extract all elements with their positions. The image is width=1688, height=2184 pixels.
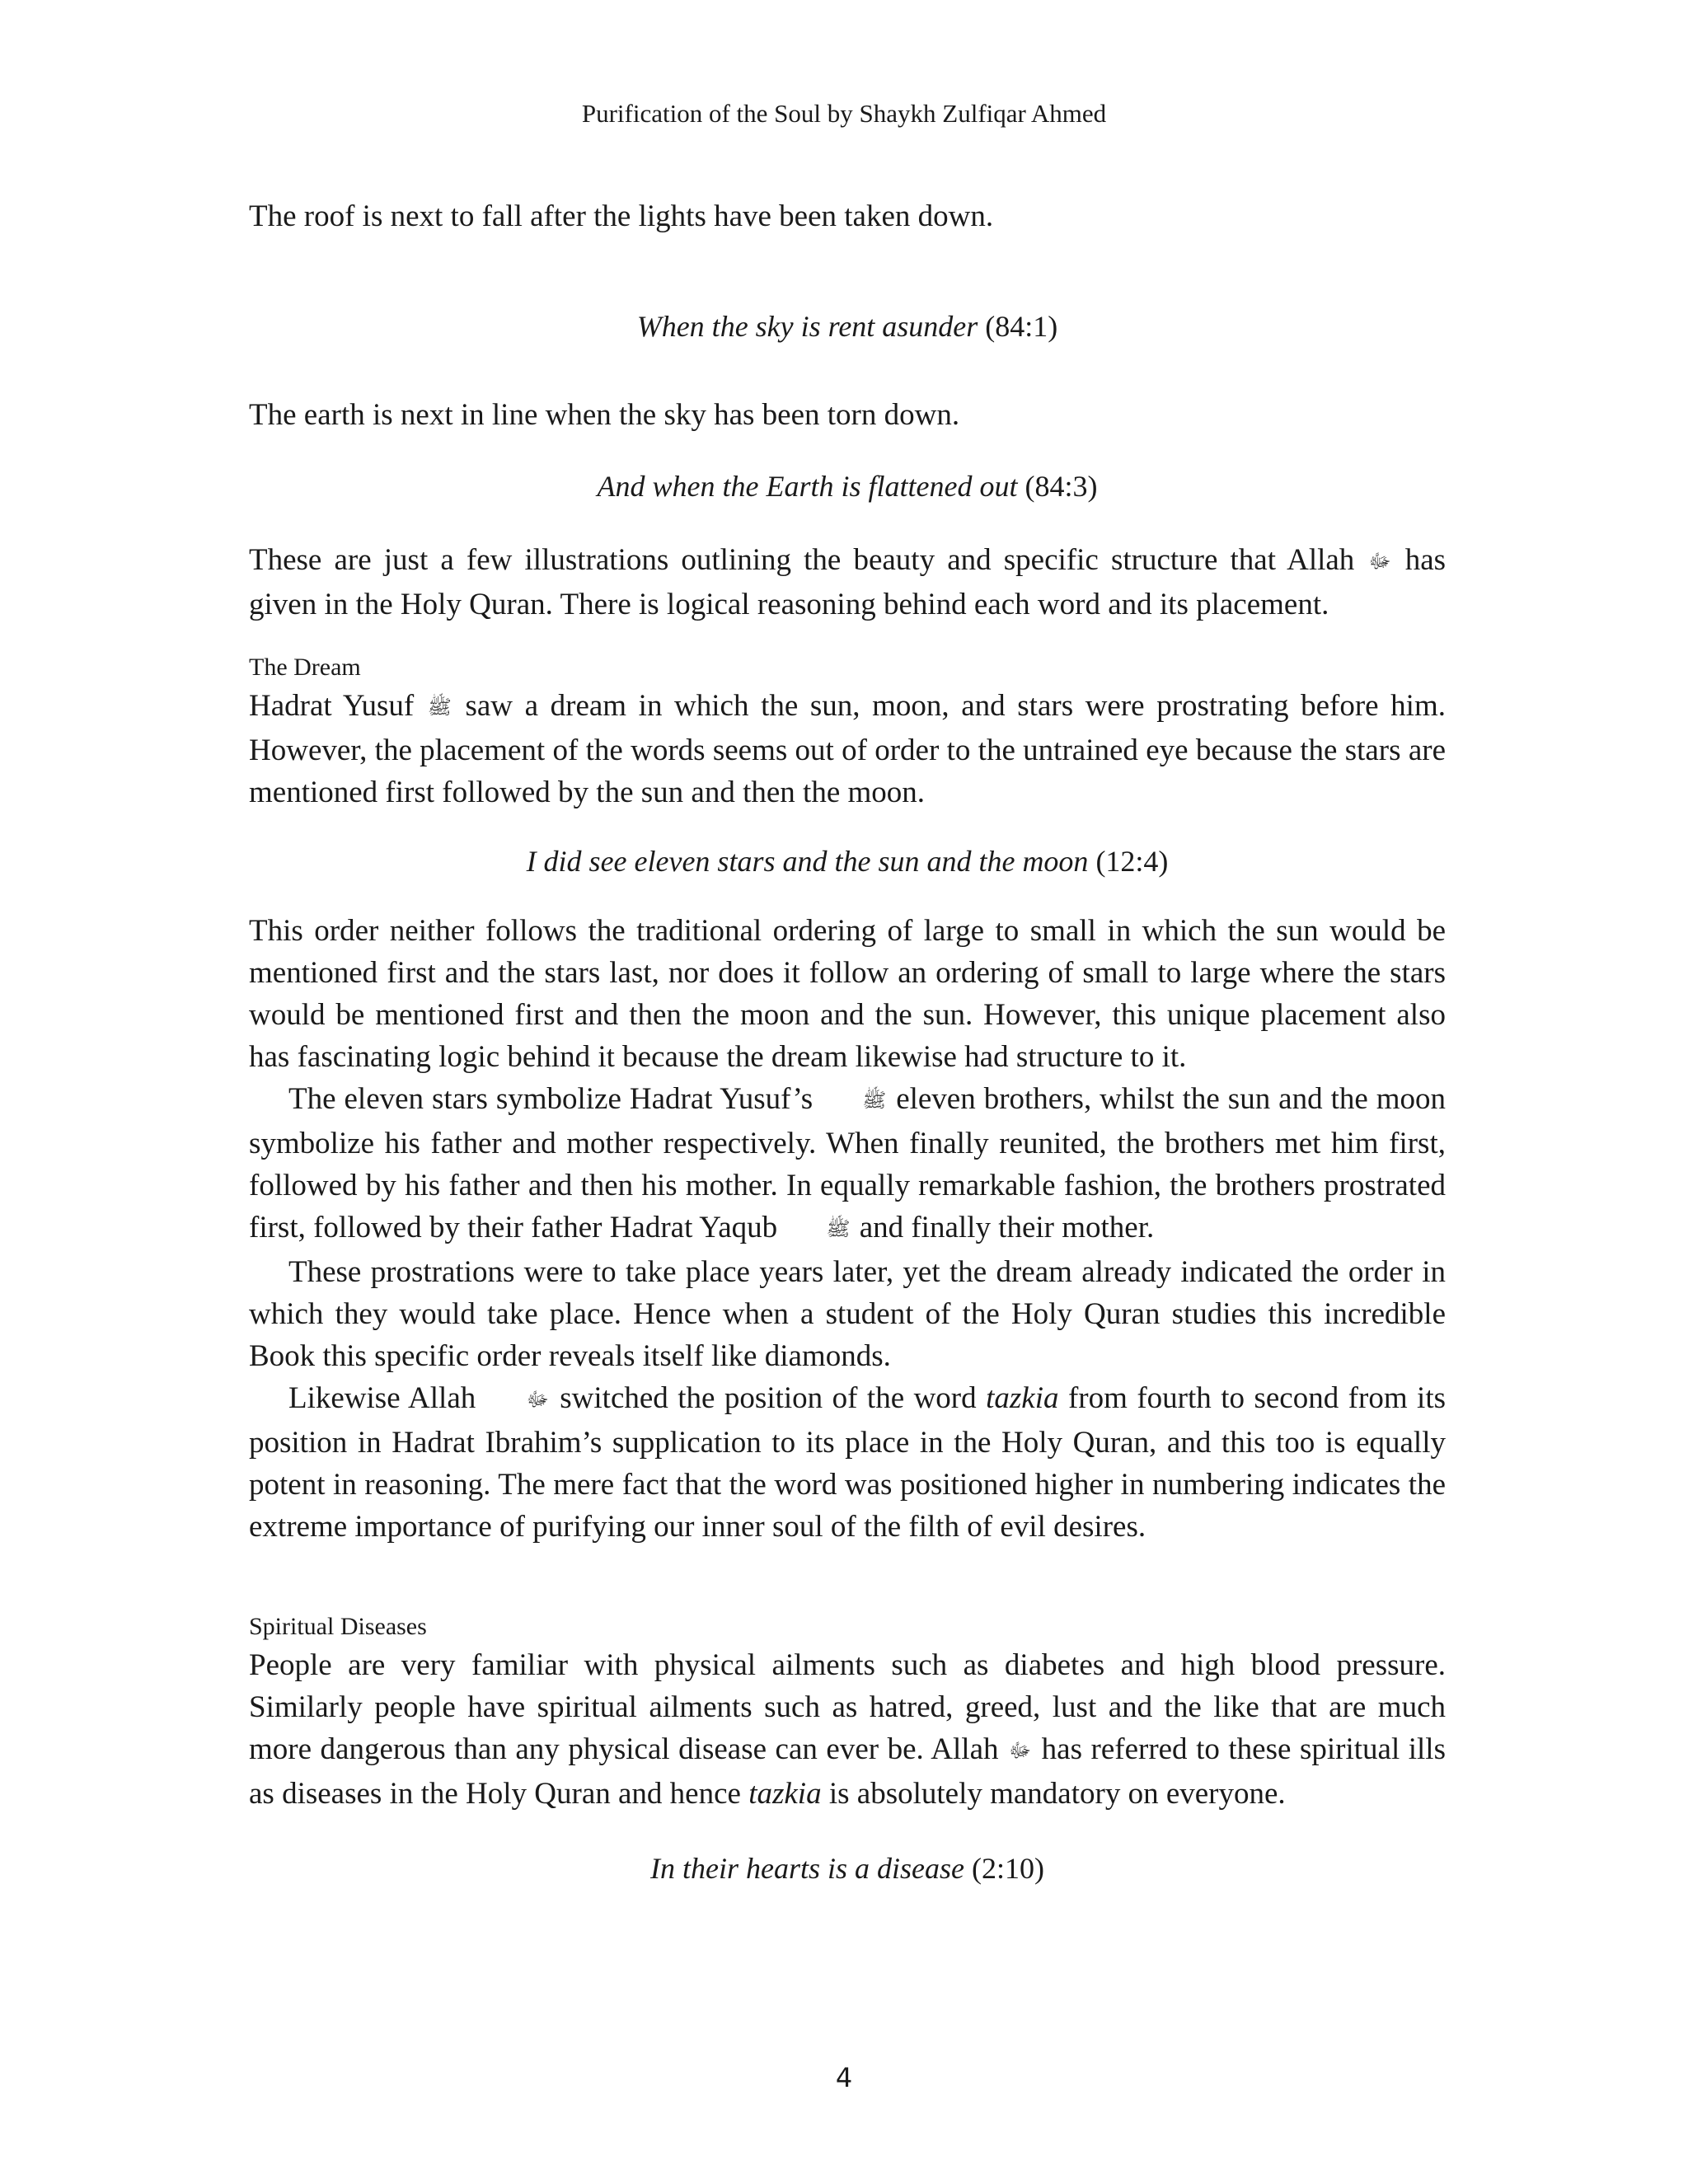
text-run: switched the position of the word <box>560 1381 977 1415</box>
paragraph-illustrations <box>249 539 1446 626</box>
running-header: Purification of the Soul by Shaykh Zulfiqar Ahmed <box>581 99 1107 128</box>
honorific-glyph-icon: ﷺ <box>862 1090 887 1112</box>
paragraph-text <box>249 539 1446 626</box>
paragraph-roof <box>249 195 1446 237</box>
text-run: eleven brothers, whilst the sun and the moon symbolize his father and mother respectively. When finally reunited, the brothers met him first, followed by his father and then his mother. In equally remarkable fashion, the brothers prostrated first, followed by their father Hadrat Yaqub <box>249 1082 1447 1244</box>
text-run: has given in the Holy Quran. There is logical reasoning behind each word and its placement. <box>249 543 1447 621</box>
quran-verse-84-3 <box>249 467 1446 505</box>
verse-reference: (84:3) <box>1025 470 1098 503</box>
quran-verse-2-10 <box>249 1849 1446 1887</box>
paragraph-text: The roof is next to fall after the lights have been taken down. <box>249 199 994 233</box>
paragraph-text <box>249 685 1446 813</box>
text-run: saw a dream in which the sun, moon, and stars were prostrating before him. However, the placement of the words seems out of order to the untrained eye because the stars are mentioned first followed by the sun and then the moon. <box>249 689 1446 809</box>
quran-verse-84-1 <box>249 307 1446 345</box>
paragraph-text <box>249 1644 1446 1815</box>
verse-reference: (84:1) <box>985 310 1058 343</box>
text-run: from fourth to second from its position in Hadrat Ibrahim’s supplication to its place in the Holy Quran, and this too is equally potent in reasoning. The mere fact that the word was positioned higher in numbering indicates the extreme importance of purifying our inner soul of the filth of evil desires. <box>249 1381 1447 1544</box>
paragraph-dream <box>249 685 1446 813</box>
section-heading-dream: The Dream <box>249 654 361 681</box>
text-run: The eleven stars symbolize Hadrat Yusuf’s <box>288 1082 814 1116</box>
honorific-glyph-icon: ﷻ <box>1368 551 1391 573</box>
verse-text: I did see eleven stars and the sun and the moon <box>526 845 1089 878</box>
text-run: People are very familiar with physical ailments such as diabetes and high blood pressure. Similarly people have spiritual ailments such as hatred, greed, lust and the like that are much more dangerous than any physical disease can ever be. Allah <box>249 1648 1446 1766</box>
text-run: has referred to these spiritual ills as diseases in the Holy Quran and hence <box>249 1732 1446 1811</box>
paragraph-earth <box>249 394 1446 436</box>
emphasis-term: tazkia <box>986 1381 1059 1415</box>
paragraph-order: This order neither follows the traditional ordering of large to small in which the sun would be mentioned first and the stars last, nor does it follow an ordering of small to large where the stars would be mentioned first and then the moon and the sun. However, this unique placement also has fascinating logic behind it because the dream likewise had structure to it. <box>249 914 1446 1074</box>
section-heading-spiritual-diseases: Spiritual Diseases <box>249 1613 427 1640</box>
verse-text: In their hearts is a disease <box>650 1852 964 1885</box>
text-run: is absolutely mandatory on everyone. <box>828 1777 1286 1811</box>
paragraph-group-order <box>249 910 1446 1548</box>
honorific-glyph-icon: ﷺ <box>427 697 452 719</box>
verse-text: When the sky is rent asunder <box>636 310 978 343</box>
paragraph-eleven-stars <box>249 1078 1446 1251</box>
text-run: and finally their mother. <box>859 1211 1155 1244</box>
page-number: 4 <box>835 2062 853 2093</box>
paragraph-text: The earth is next in line when the sky has been torn down. <box>249 398 960 432</box>
honorific-glyph-icon: ﷺ <box>826 1219 851 1240</box>
paragraph-tazkia-position <box>249 1377 1446 1548</box>
text-run: Likewise Allah <box>288 1381 476 1415</box>
paragraph-spiritual-diseases <box>249 1644 1446 1815</box>
paragraph-prostrations: These prostrations were to take place years later, yet the dream already indicated the order in which they would take place. Hence when a student of the Holy Quran studies this incredible Book this specific order reveals itself like diamonds. <box>249 1255 1446 1373</box>
verse-reference: (2:10) <box>972 1852 1044 1885</box>
quran-verse-12-4 <box>249 842 1446 880</box>
honorific-glyph-icon: ﷻ <box>1009 1741 1032 1762</box>
text-run: These are just a few illustrations outlining the beauty and specific structure that Allah <box>249 543 1355 577</box>
verse-text: And when the Earth is flattened out <box>597 470 1018 503</box>
emphasis-term: tazkia <box>748 1777 822 1811</box>
honorific-glyph-icon: ﷻ <box>526 1390 549 1411</box>
text-run: Hadrat Yusuf <box>249 689 415 723</box>
verse-reference: (12:4) <box>1095 845 1169 878</box>
